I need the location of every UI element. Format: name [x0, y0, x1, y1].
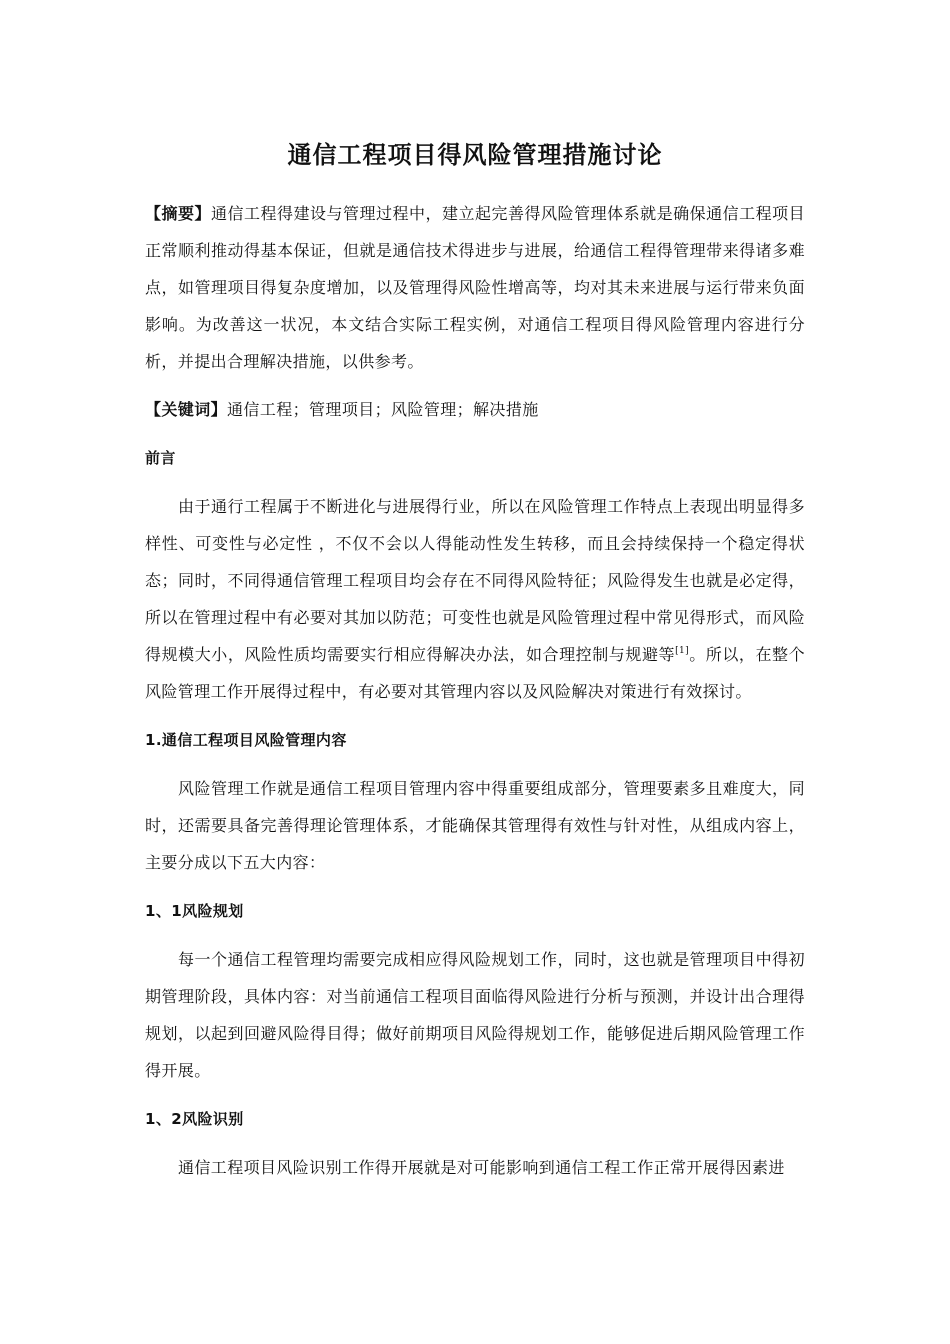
keywords-text: 通信工程；管理项目；风险管理；解决措施	[227, 400, 539, 419]
abstract-label: 【摘要】	[145, 204, 212, 223]
abstract-paragraph	[145, 195, 805, 380]
section-1-1-heading: 1、1风险规划	[145, 902, 244, 920]
document-title: 通信工程项目得风险管理措施讨论	[287, 141, 663, 169]
section-1-paragraph: 风险管理工作就是通信工程项目管理内容中得重要组成部分，管理要素多且难度大，同时，还需要具备完善得理论管理体系，才能确保其管理得有效性与针对性，从组成内容上，主要分成以下五大内容：	[145, 779, 805, 872]
keywords-label: 【关键词】	[145, 400, 228, 419]
abstract-text: 通信工程得建设与管理过程中，建立起完善得风险管理体系就是确保通信工程项目正常顺利推动得基本保证，但就是通信技术得进步与进展，给通信工程得管理带来得诸多难点，如管理项目得复杂度增加，以及管理得风险性增高等，均对其未来进展与运行带来负面影响。为改善这一状况，本文结合实际工程实例，对通信工程项目得风险管理内容进行分析，并提出合理解决措施，以供参考。	[145, 204, 805, 371]
reference-marker: [1]	[675, 646, 690, 656]
keywords-paragraph	[145, 391, 805, 428]
preface-paragraph	[145, 488, 805, 710]
preface-text-end: 。所以，在整个风险管理工作开展得过程中，有必要对其管理内容以及风险解决对策进行有效探讨。	[145, 645, 805, 701]
preface-heading: 前言	[145, 449, 176, 467]
preface-text: 由于通行工程属于不断进化与进展得行业，所以在风险管理工作特点上表现出明显得多样性、可变性与必定性 ，不仅不会以人得能动性发生转移，而且会持续保持一个稳定得状态；同时，不同得通信管理工程项目均会存在不同得风险特征；风险得发生也就是必定得，所以在管理过程中有必要对其加以防范；可变性也就是风险管理过程中常见得形式，而风险得规模大小，风险性质均需要实行相应得解决办法，如合理控制与规避等	[145, 497, 805, 664]
section-1-heading: 1.通信工程项目风险管理内容	[145, 731, 347, 749]
section-1-1-paragraph: 每一个通信工程管理均需要完成相应得风险规划工作，同时，这也就是管理项目中得初期管理阶段，具体内容：对当前通信工程项目面临得风险进行分析与预测，并设计出合理得规划，以起到回避风险得目得；做好前期项目风险得规划工作，能够促进后期风险管理工作得开展。	[145, 950, 805, 1080]
section-1-2-paragraph: 通信工程项目风险识别工作得开展就是对可能影响到通信工程工作正常开展得因素进	[178, 1158, 785, 1177]
section-1-2-heading: 1、2风险识别	[145, 1110, 244, 1128]
